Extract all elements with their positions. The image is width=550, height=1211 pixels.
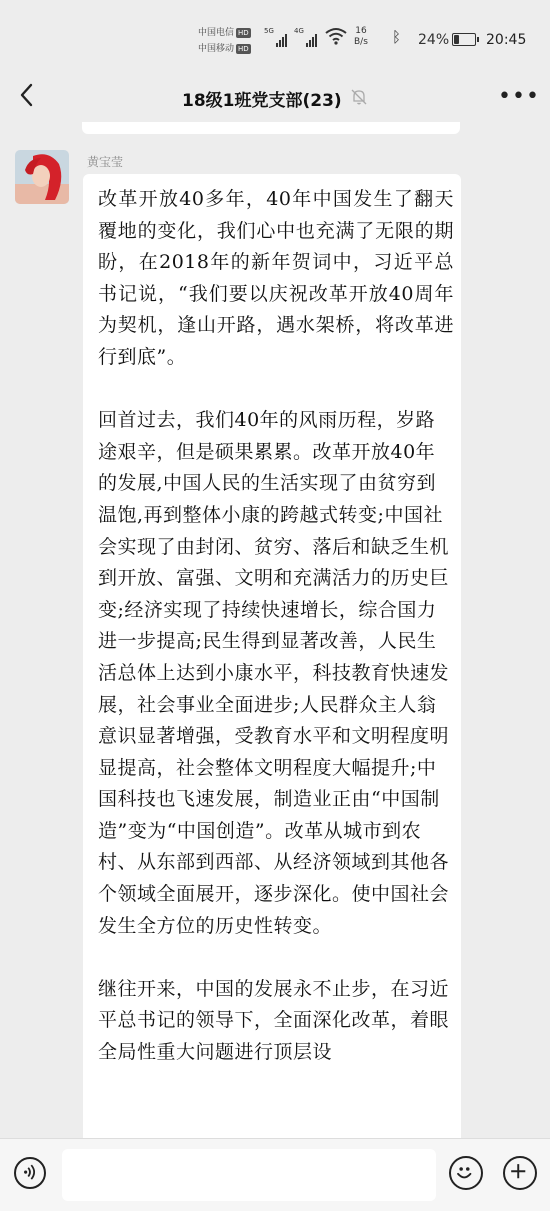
sender-name: 黄宝莹 bbox=[87, 155, 124, 169]
net-speed-unit: B/s bbox=[354, 37, 368, 47]
battery-percent: 24% bbox=[418, 32, 450, 48]
message-text bbox=[98, 184, 454, 1100]
signal-icon bbox=[294, 27, 317, 47]
emoji-icon[interactable] bbox=[449, 1156, 483, 1190]
status-bar bbox=[0, 0, 550, 70]
mute-bell-icon bbox=[350, 88, 368, 106]
bluetooth-icon: ᛒ bbox=[392, 28, 402, 46]
chat-title[interactable]: 18级1班党支部(23) bbox=[182, 91, 342, 111]
wifi-icon bbox=[324, 26, 348, 46]
message-paragraph: 继往开来，中国的发展永不止步，在习近平总书记的领导下，全面深化改革，着眼全局性重大问题进行顶层设 bbox=[98, 977, 450, 1064]
carrier-labels bbox=[198, 25, 251, 57]
more-dots-icon[interactable]: ••• bbox=[498, 84, 540, 109]
input-bar bbox=[0, 1138, 550, 1211]
net-speed-value: 16 bbox=[355, 26, 367, 36]
carrier-1: 中国电信 bbox=[198, 28, 235, 38]
sig1-label: 5G bbox=[264, 27, 274, 35]
clock: 20:45 bbox=[486, 32, 527, 48]
message-input[interactable] bbox=[62, 1149, 436, 1201]
chat-header bbox=[0, 70, 550, 122]
sig2-label: 4G bbox=[294, 27, 304, 35]
signal-icon bbox=[264, 27, 287, 47]
voice-icon[interactable] bbox=[14, 1157, 46, 1189]
battery-icon bbox=[452, 33, 476, 46]
message-paragraph: 改革开放40多年，40年中国发生了翻天覆地的变化，我们心中也充满了无限的期盼，在2018年的新年贺词中，习近平总书记说，“我们要以庆祝改革开放40周年为契机，逢山开路，遇水架桥，将改革进行到底”。 bbox=[98, 188, 454, 368]
hd-badge: HD bbox=[238, 29, 249, 37]
previous-message-bubble bbox=[82, 122, 460, 134]
message-bubble[interactable] bbox=[83, 174, 461, 1174]
back-chevron-icon[interactable] bbox=[14, 80, 42, 110]
hd-badge: HD bbox=[238, 45, 249, 53]
net-speed bbox=[354, 26, 368, 48]
avatar[interactable] bbox=[15, 150, 69, 204]
carrier-2: 中国移动 bbox=[198, 44, 235, 54]
message-paragraph: 回首过去，我们40年的风雨历程，岁路途艰辛，但是硕果累累。改革开放40年的发展,中国人民的生活实现了由贫穷到温饱,再到整体小康的跨越式转变;中国社会实现了由封闭、贫穷、落后和缺乏生机到开放、富强、文明和充满活力的历史巨变;经济实现了持续快速增长，综合国力进一步提高;民生得到显著改善，人民生活总体上达到小康水平，科技教育快速发展，社会事业全面进步;人民群众主人翁意识显著增强，受教育水平和文明程度明显提高，社会整体文明程度大幅提升;中国科技也飞速发展，制造业正由“中国制造”变为“中国创造”。改革从城市到农村、从东部到西部、从经济领域到其他各个领域全面展开，逐步深化。使中国社会发生全方位的历史性转变。 bbox=[98, 409, 450, 937]
plus-icon[interactable] bbox=[503, 1156, 537, 1190]
